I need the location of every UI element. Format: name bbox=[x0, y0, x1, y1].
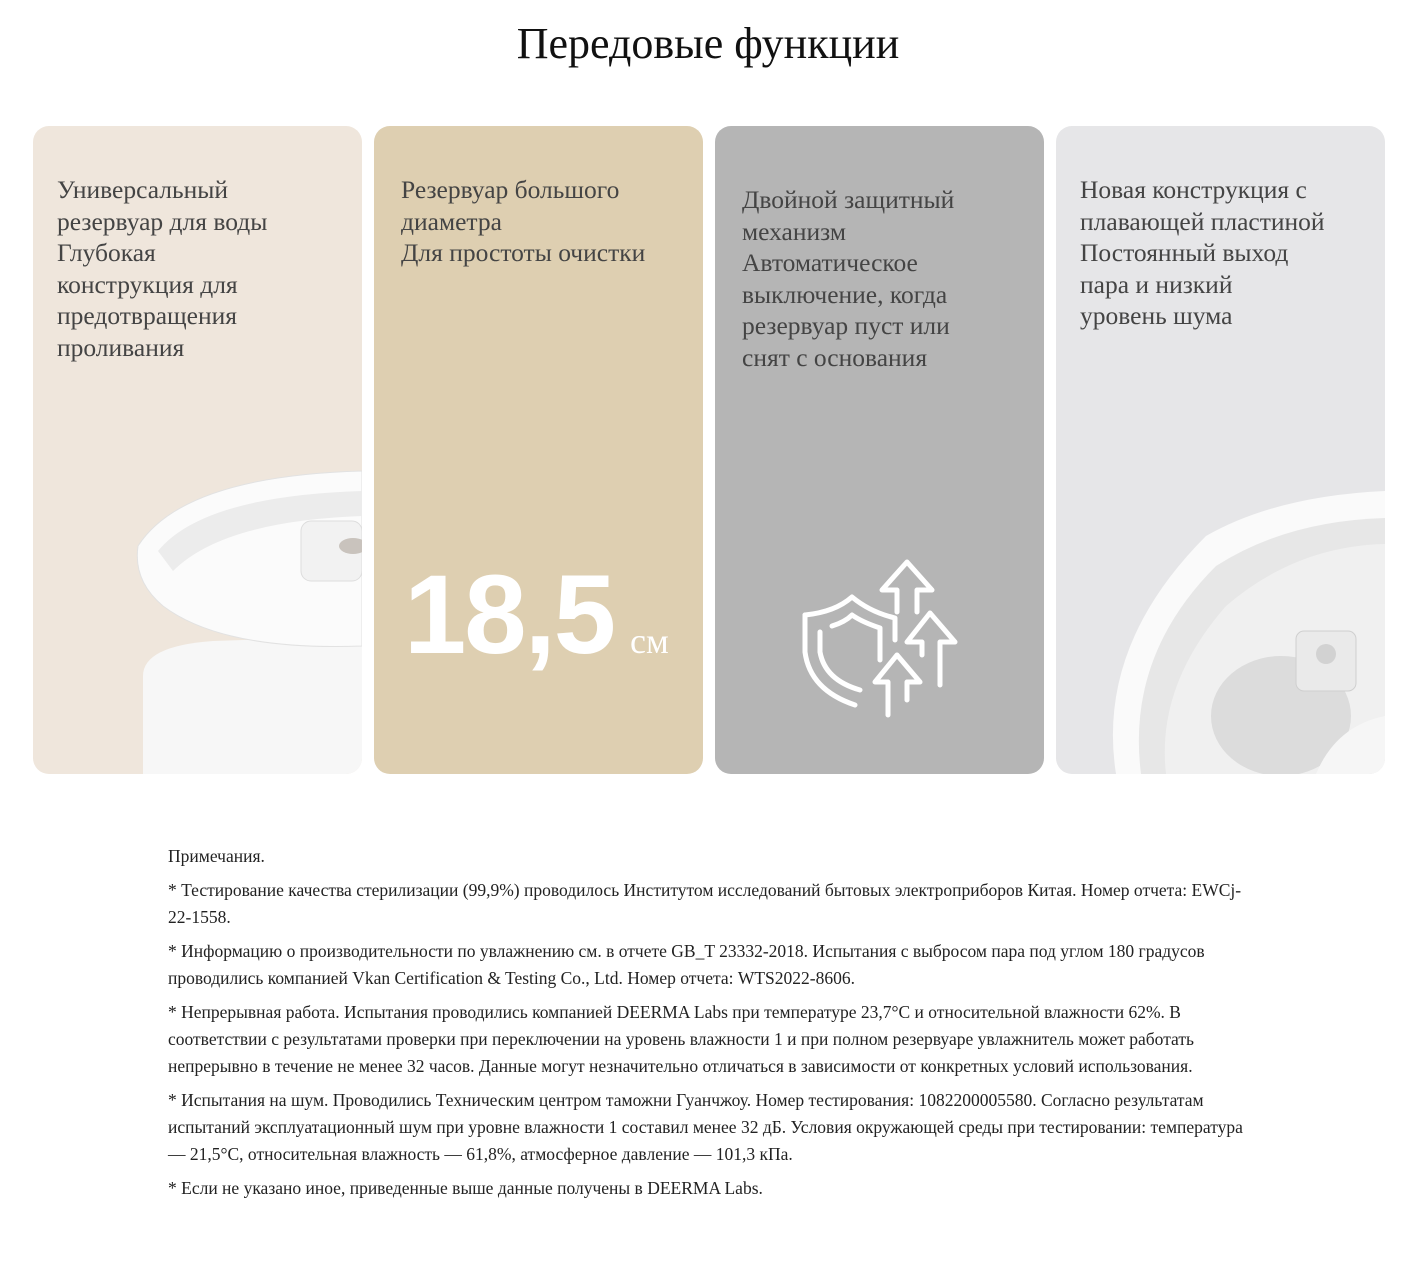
floating-plate-image bbox=[1056, 126, 1385, 774]
note-item: * Информацию о производительности по увлажнению см. в отчете GB_T 23332-2018. Испытания с выбросом пара под углом 180 градусов проводились компанией Vkan Certification & Testing Co., Ltd. Номер отчета: WTS2022-8606. bbox=[168, 941, 1205, 988]
water-tank-image bbox=[33, 126, 362, 774]
note-item: * Если не указано иное, приведенные выше данные получены в DEERMA Labs. bbox=[168, 1178, 763, 1198]
note-item: * Тестирование качества стерилизации (99,9%) проводилось Институтом исследований бытовых электроприборов Китая. Номер отчета: EWCj-22-1558. bbox=[168, 880, 1242, 927]
feature-card-floating-plate bbox=[1056, 126, 1385, 774]
diameter-value: 18,5 bbox=[404, 552, 614, 677]
feature-card-protection bbox=[715, 126, 1044, 774]
card-text: Новая конструкция с плавающей пластиной Постоянный выход пара и низкий уровень шума bbox=[1080, 175, 1325, 331]
diameter-unit: см bbox=[630, 621, 669, 661]
feature-card-diameter bbox=[374, 126, 703, 774]
card-text: Двойной защитный механизм Автоматическое выключение, когда резервуар пуст или снят с основания bbox=[742, 185, 955, 372]
card-text: Резервуар большого диаметра Для простоты очистки bbox=[401, 175, 646, 268]
note-item: * Непрерывная работа. Испытания проводились компанией DEERMA Labs при температуре 23,7°C и относительной влажности 62%. В соответствии с результатами проверки при переключении на уровень влажности 1 и при полном резервуаре увлажнитель может работать непрерывно в течение не менее 32 часов. Данные могут незначительно отличаться в зависимости от конкретных условий использования. bbox=[168, 1002, 1194, 1076]
notes-heading: Примечания. bbox=[168, 846, 265, 866]
card-text: Универсальный резервуар для воды Глубокая конструкция для предотвращения проливания bbox=[57, 175, 268, 362]
note-item: * Испытания на шум. Проводились Техническим центром таможни Гуанчжоу. Номер тестирования: 1082200005580. Согласно результатам испытаний эксплуатационный шум при уровне влажности 1 составил менее 32 дБ. Условия окружающей среды при тестировании: температура — 21,5°C, относительная влажность — 61,8%, атмосферное давление — 101,3 кПа. bbox=[168, 1090, 1243, 1164]
feature-card-water-tank bbox=[33, 126, 362, 774]
notes-section bbox=[168, 843, 1248, 1209]
page-title: Передовые функции bbox=[516, 19, 900, 68]
shield-arrows-icon bbox=[780, 540, 980, 740]
